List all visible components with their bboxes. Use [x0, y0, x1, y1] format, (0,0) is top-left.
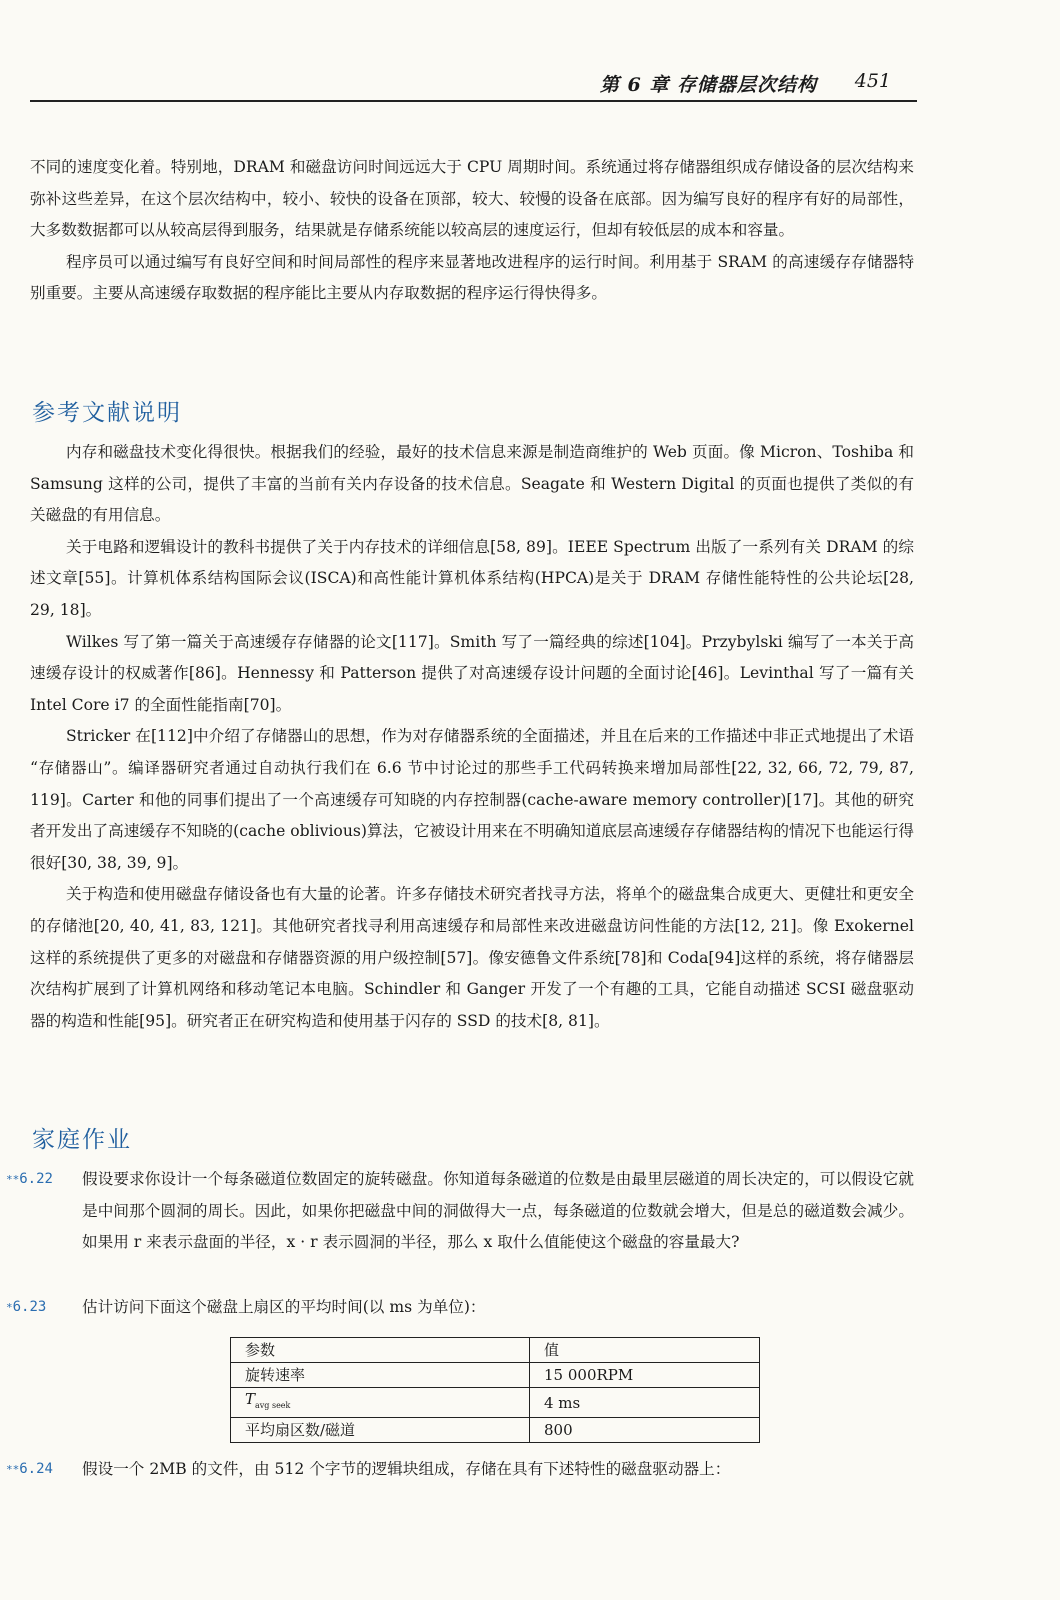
table-cell: 4 ms	[530, 1388, 760, 1418]
exercise-text: 假设一个 2MB 的文件，由 512 个字节的逻辑块组成，存储在具有下述特性的磁盘驱动器上：	[82, 1460, 731, 1478]
exercise-number: **6.24	[6, 1461, 53, 1477]
exercise-number: *6.23	[6, 1299, 47, 1315]
section-title-homework: 家庭作业	[32, 1127, 132, 1153]
tseek-subscript: avg seek	[255, 1401, 291, 1410]
page-number: 451	[854, 70, 891, 92]
intro-paragraph: 不同的速度变化着。特别地，DRAM 和磁盘访问时间远远大于 CPU 周期时间。系统通过将存储器组织成存储设备的层次结构来弥补这些差异，在这个层次结构中，较小、较快的设备在顶部，较大、较慢的设备在底部。因为编写良好的程序有好的局部性，大多数数据都可以从较高层得到服务，结果就是存储系统能以较高层的速度运行，但却有较低层的成本和容量。	[30, 158, 914, 240]
table-row	[231, 1388, 760, 1418]
exercise-6-24	[6, 1454, 914, 1486]
references-text	[30, 437, 914, 1037]
references-paragraph: 关于电路和逻辑设计的教科书提供了关于内存技术的详细信息[58, 89]。IEEE Spectrum 出版了一系列有关 DRAM 的综述文章[55]。计算机体系结构国际会议(ISCA)和高性能计算机体系结构(HPCA)是关于 DRAM 存储性能特性的公共论坛[28, 29, 18]。	[30, 537, 914, 619]
disk-parameter-table	[230, 1337, 760, 1443]
references-paragraph: Wilkes 写了第一篇关于高速缓存存储器的论文[117]。Smith 写了一篇经典的综述[104]。Przybylski 编写了一本关于高速缓存设计的权威著作[86]。Hennessy 和 Patterson 提供了对高速缓存设计问题的全面讨论[46]。Levinthal 写了一篇有关 Intel Core i7 的全面性能指南[70]。	[30, 632, 914, 714]
table-header-row	[231, 1338, 760, 1363]
table-row	[231, 1418, 760, 1443]
table-cell: 15 000RPM	[530, 1363, 760, 1388]
chapter-title: 第 6 章 存储器层次结构	[599, 74, 817, 96]
intro-text	[30, 152, 914, 310]
table-header-cell: 参数	[231, 1338, 530, 1363]
exercise-text: 估计访问下面这个磁盘上扇区的平均时间(以 ms 为单位)：	[82, 1298, 486, 1316]
exercise-text: 假设要求你设计一个每条磁道位数固定的旋转磁盘。你知道每条磁道的位数是由最里层磁道的周长决定的，可以假设它就是中间那个圆洞的周长。因此，如果你把磁盘中间的洞做得大一点，每条磁道的位数就会增大，但是总的磁道数会减少。如果用 r 来表示盘面的半径，x · r 表示圆洞的半径，那么 x 取什么值能使这个磁盘的容量最大?	[82, 1170, 914, 1252]
table-row	[231, 1363, 760, 1388]
exercise-6-23	[6, 1292, 914, 1324]
exercise-number: **6.22	[6, 1171, 53, 1187]
running-header	[30, 66, 917, 102]
references-paragraph: Stricker 在[112]中介绍了存储器山的思想，作为对存储器系统的全面描述，并且在后来的工作描述中非正式地提出了术语 “存储器山”。编译器研究者通过自动执行我们在 6.6 节中讨论过的那些手工代码转换来增加局部性[22, 32, 66, 72, 79, 87, 119]。Carter 和他的同事们提出了一个高速缓存可知晓的内存控制器(cache-aware memory controller)[17]。其他的研究者开发出了高速缓存不知晓的(cache oblivious)算法，它被设计用来在不明确知道底层高速缓存存储器结构的情况下也能运行得很好[30, 38, 39, 9]。	[30, 727, 914, 872]
section-title-references: 参考文献说明	[32, 400, 182, 426]
references-paragraph: 关于构造和使用磁盘存储设备也有大量的论著。许多存储技术研究者找寻方法，将单个的磁盘集合成更大、更健壮和更安全的存储池[20, 40, 41, 83, 121]。其他研究者找寻利用高速缓存和局部性来改进磁盘访问性能的方法[12, 21]。像 Exokernel 这样的系统提供了更多的对磁盘和存储器资源的用户级控制[57]。像安德鲁文件系统[78]和 Coda[94]这样的系统，将存储器层次结构扩展到了计算机网络和移动笔记本电脑。Schindler 和 Ganger 开发了一个有趣的工具，它能自动描述 SCSI 磁盘驱动器的构造和性能[95]。研究者正在研究构造和使用基于闪存的 SSD 的技术[8, 81]。	[30, 885, 914, 1030]
table-cell-tseek: $T_{avg seek}$	[231, 1388, 530, 1418]
references-paragraph: 内存和磁盘技术变化得很快。根据我们的经验，最好的技术信息来源是制造商维护的 Web 页面。像 Micron、Toshiba 和 Samsung 这样的公司，提供了丰富的当前有关内存设备的技术信息。Seagate 和 Western Digital 的页面也提供了类似的有关磁盘的有用信息。	[30, 443, 914, 525]
table-header-cell: 值	[530, 1338, 760, 1363]
intro-paragraph: 程序员可以通过编写有良好空间和时间局部性的程序来显著地改进程序的运行时间。利用基于 SRAM 的高速缓存存储器特别重要。主要从高速缓存取数据的程序能比主要从内存取数据的程序运行得快得多。	[30, 252, 914, 303]
table-cell: 旋转速率	[231, 1363, 530, 1388]
table-cell: 平均扇区数/磁道	[231, 1418, 530, 1443]
exercise-6-22	[6, 1164, 914, 1259]
table-cell: 800	[530, 1418, 760, 1443]
